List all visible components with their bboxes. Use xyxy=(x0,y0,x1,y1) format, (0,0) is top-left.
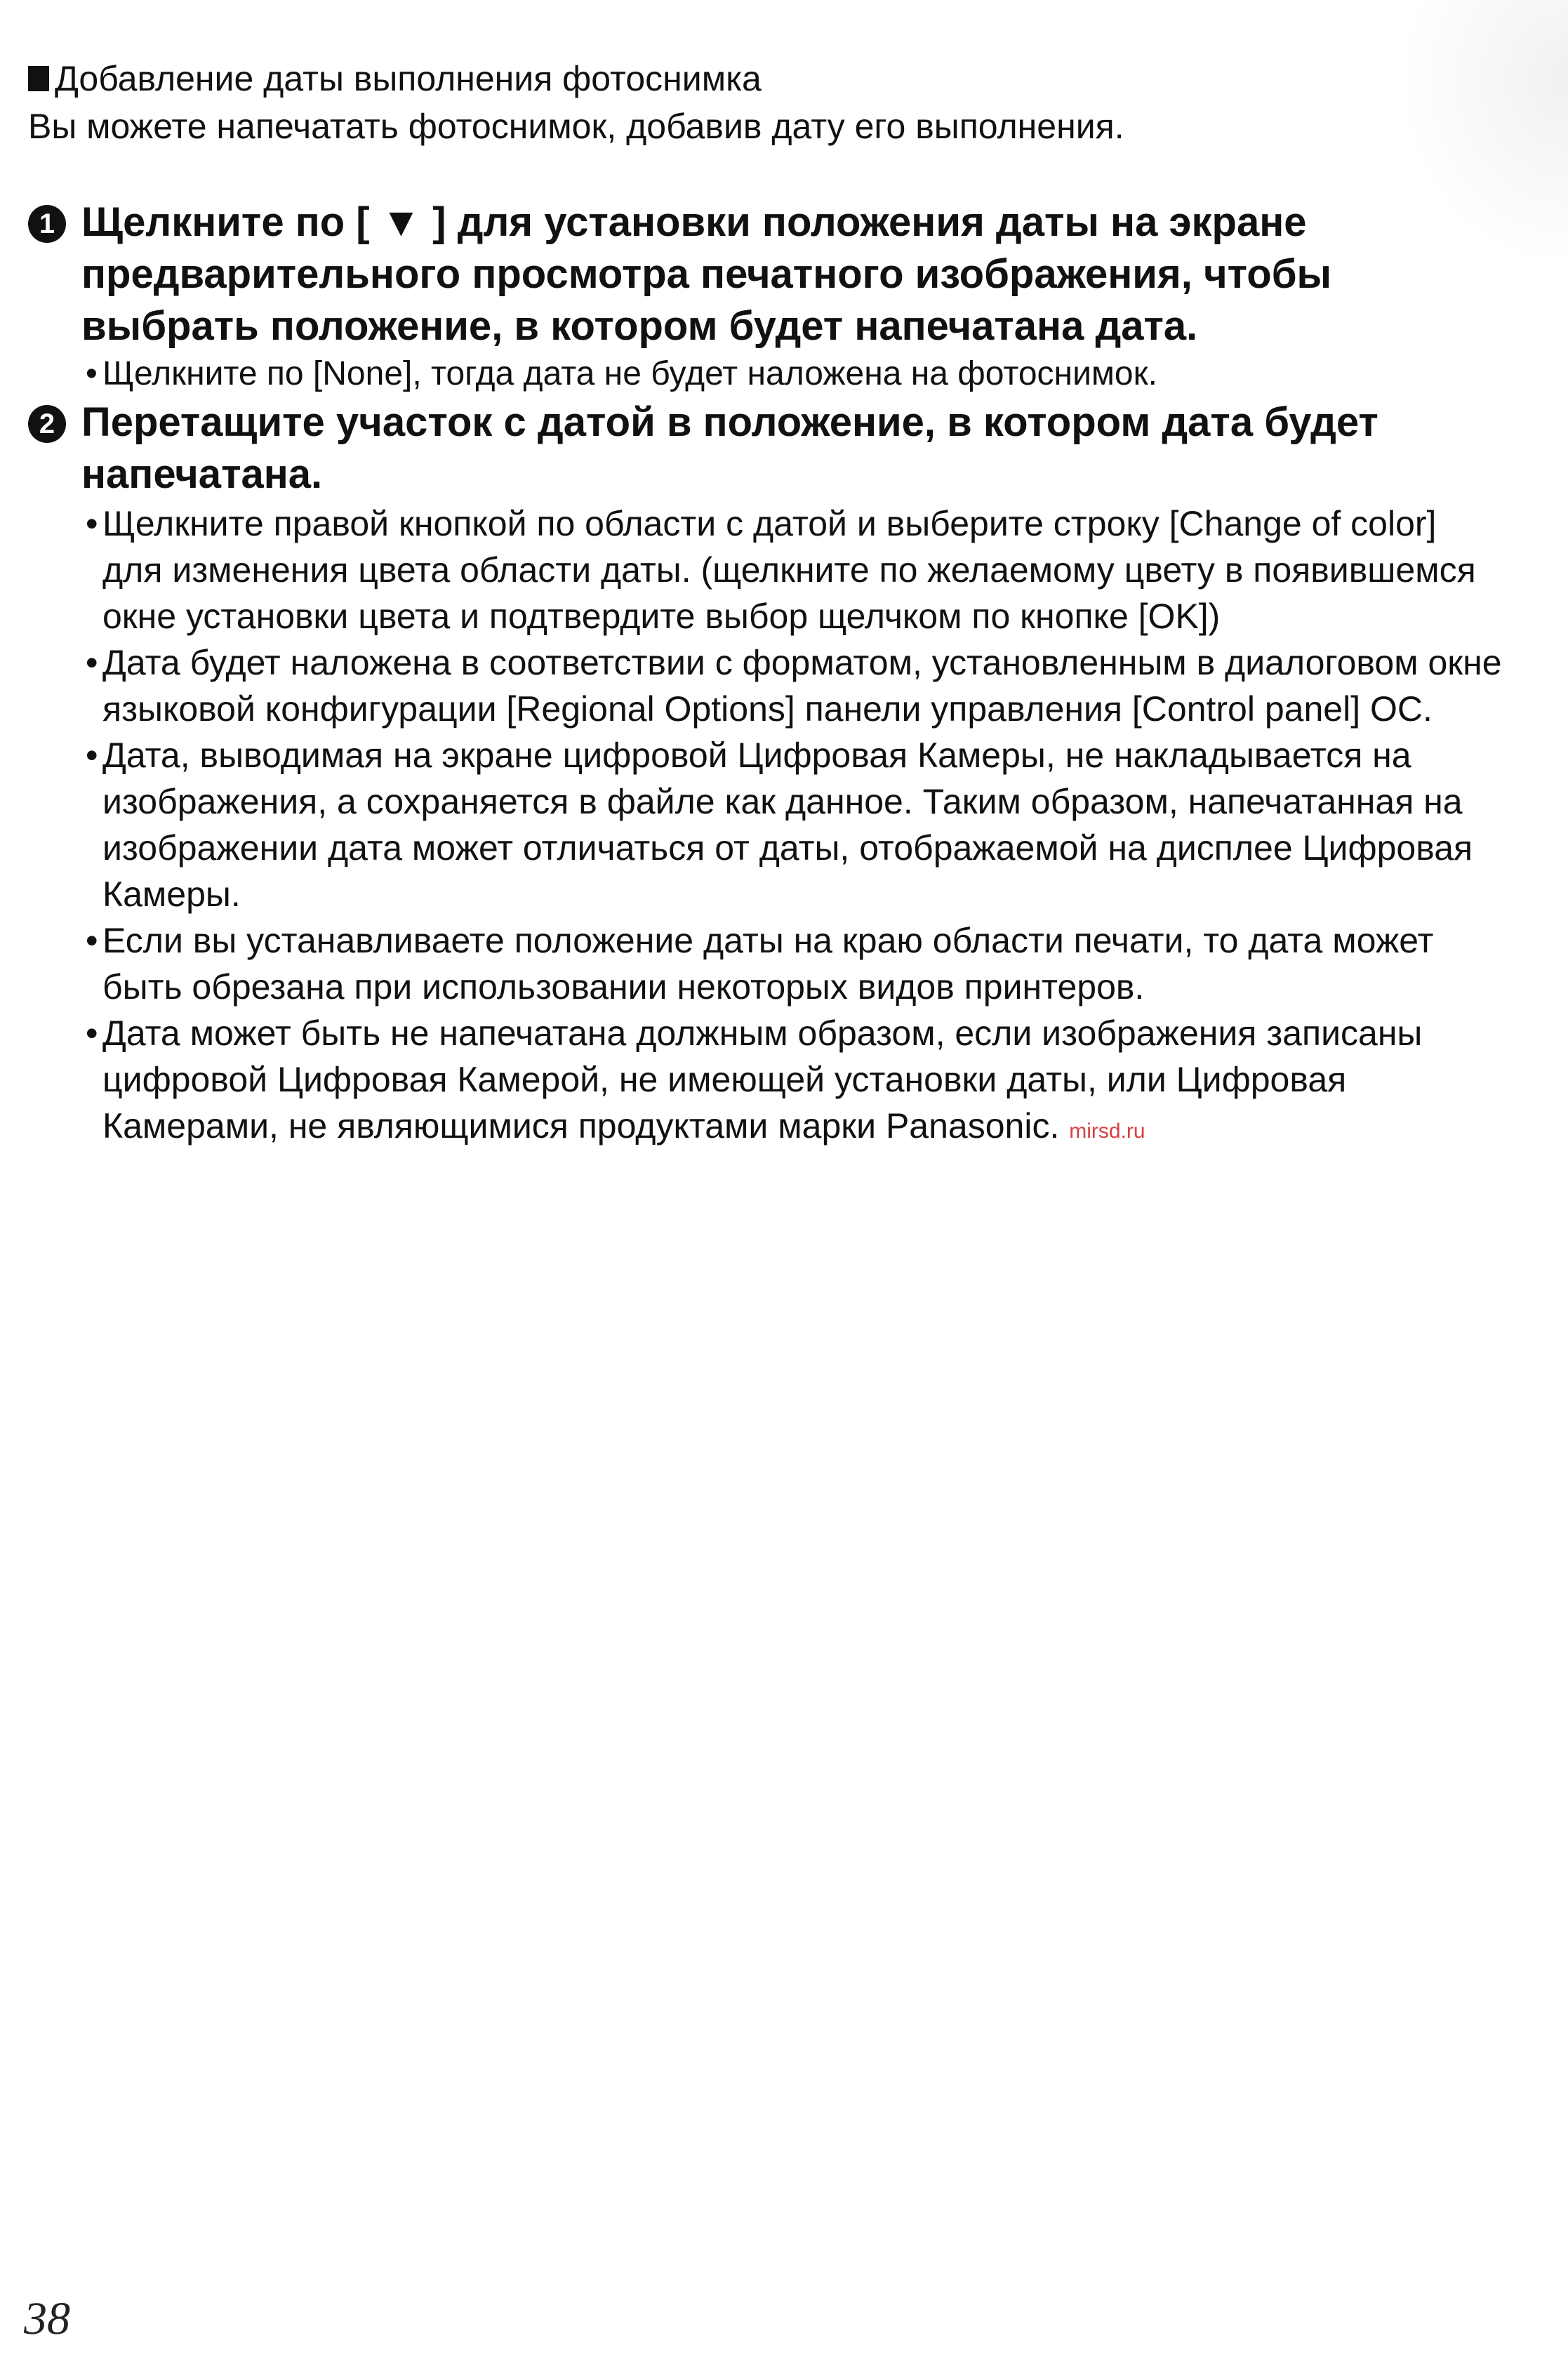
step-2 xyxy=(28,397,1502,1155)
step-2-note: • Щелкните правой кнопкой по области с датой и выберите строку [Change of color] для изменения цвета области даты. (щелкните по желаемому цвету в появившемся окне установки цвета и подтвердите выбор щелчком по кнопке [OK]) xyxy=(90,500,1502,639)
section-intro: Вы можете напечатать фотоснимок, добавив дату его выполнения. xyxy=(28,107,1124,146)
square-bullet-icon xyxy=(28,66,49,91)
page-number: 38 xyxy=(24,2293,70,2344)
step-2-note: • Если вы устанавливаете положение даты на краю области печати, то дата может быть обрезана при использовании некоторых видов принтеров. xyxy=(90,917,1502,1010)
step-2-title: Перетащите участок с датой в положение, в котором дата будет напечатана. xyxy=(81,399,1378,497)
step-1 xyxy=(28,197,1502,396)
section-title-text: Добавление даты выполнения фотоснимка xyxy=(55,59,762,98)
step-number-badge: 1 xyxy=(28,205,66,243)
step-1-header xyxy=(28,197,1502,352)
step-1-notes xyxy=(28,352,1502,396)
step-2-note: • Дата будет наложена в соответствии с форматом, установленным в диалоговом окне языковой конфигурации [Regional Options] панели управления [Control panel] OC. xyxy=(90,639,1502,732)
step-1-title: Щелкните по [ ▼ ] для установки положения даты на экране предварительного просмотра печатного изображения, чтобы выбрать положение, в котором будет напечатана дата. xyxy=(81,199,1332,349)
step-2-header xyxy=(28,397,1502,500)
step-1-note: • Щелкните по [None], тогда дата не будет наложена на фотоснимок. xyxy=(90,352,1502,396)
step-2-note-text: Дата может быть не напечатана должным образом, если изображения записаны цифровой Цифровая Камерой, не имеющей установки даты, или Цифровая Камерами, не являющимися продуктами марки Panasonic. xyxy=(102,1014,1423,1146)
watermark-text: mirsd.ru xyxy=(1069,1120,1145,1143)
step-number-badge: 2 xyxy=(28,405,66,443)
step-2-notes xyxy=(28,500,1502,1155)
step-2-note: • Дата, выводимая на экране цифровой Цифровая Камеры, не накладывается на изображения, а сохраняется в файле как данное. Таким образом, напечатанная на изображении дата может отличаться от даты, отображаемой на дисплее Цифровая Камеры. xyxy=(90,732,1502,917)
step-2-note-last xyxy=(90,1010,1502,1155)
section-heading xyxy=(28,56,762,101)
